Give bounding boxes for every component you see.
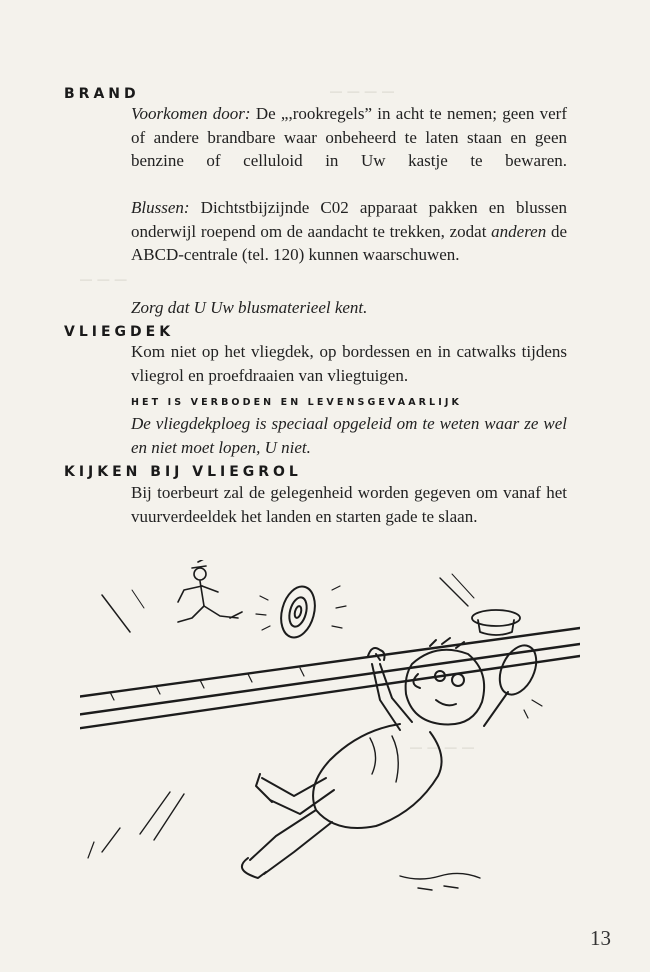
section-heading-brand: BRAND (64, 86, 140, 102)
section-heading-vliegdek: VLIEGDEK (64, 324, 175, 340)
section-heading-kijken: KIJKEN BIJ VLIEGROL (64, 464, 302, 480)
ground-scribbles (400, 873, 480, 890)
brand-paragraph-prevention (131, 102, 567, 173)
book-page: — — — — — — — — — — — BRAND Voorkomen door: De „,rookregels” in acht te nemen; geen verf of andere brandbare waar onbeheerd te laten staan en geen benzine of celluloid in Uw kastje te bewaren. Blussen: Dichtstbijzijnde C02 apparaat pakken en blussen onderwijl roepend om de aandacht te trekken, zodat anderen de ABCD-centrale (tel. 120) kunnen waarschuwen. Zorg dat U Uw blusmaterieel kent. VLIEGDEK Kom niet op het vliegdek, op bordessen en in catwalks tijdens vliegrol en proefdraaien van vliegtuigen. HET IS VERBODEN EN LEVENSGEVAARLIJK De vliegdekploeg is speciaal opgeleid om te weten waar ze wel en niet moet lopen, U niet. KIJKEN BIJ VLIEGROL Bij toerbeurt zal de gelegenheid worden gegeven om vanaf het vuurverdeeldek het landen en starten gade te slaan. 13 (0, 0, 650, 972)
page-number: 13 (590, 926, 611, 950)
brand-prevention-text: De „,rookregels” in acht te nemen; geen verf of andere brandbare waar onbeheerd te laten staan en geen benzine of celluloid in Uw kastje te bewaren. (131, 104, 567, 171)
flying-wheel (256, 583, 346, 642)
brand-extinguish-lead: Blussen: (131, 198, 190, 217)
vliegdek-warning: HET IS VERBODEN EN LEVENSGEVAARLIJK (131, 397, 462, 408)
vliegdek-paragraph-rule: Kom niet op het vliegdek, op bordessen en in catwalks tijdens vliegrol en proefdraaien van vliegtuigen. (131, 342, 567, 385)
flying-cap (440, 574, 520, 635)
brand-extinguish-emphasis: anderen (491, 221, 547, 241)
vliegdek-paragraph-crew: De vliegdekploeg is speciaal opgeleid om te weten waar ze wel en niet moet lopen, U niet. (131, 414, 567, 457)
running-man-figure (178, 560, 242, 622)
brand-extinguish-text-b: de ABCD-centrale (tel. 120) kunnen waarschuwen. (131, 221, 568, 265)
deck-railing (80, 628, 580, 734)
brand-prevention-lead: Voorkomen door: (131, 104, 251, 123)
brand-paragraph-extinguish (131, 196, 567, 267)
kijken-paragraph: Bij toerbeurt zal de gelegenheid worden gegeven om vanaf het vuurverdeeldek het landen en starten gade te slaan. (131, 483, 567, 526)
brand-extinguish-text-a: Dichtstbijzijnde C02 apparaat pakken en blussen onderwijl roepend om de aandacht te trekken, zodat (131, 198, 567, 241)
brand-paragraph-equipment: Zorg dat U Uw blusmaterieel kent. (131, 298, 368, 317)
cartoon-illustration (80, 560, 580, 900)
hanging-man-figure (88, 638, 484, 878)
deck-edge-lines (102, 590, 144, 632)
